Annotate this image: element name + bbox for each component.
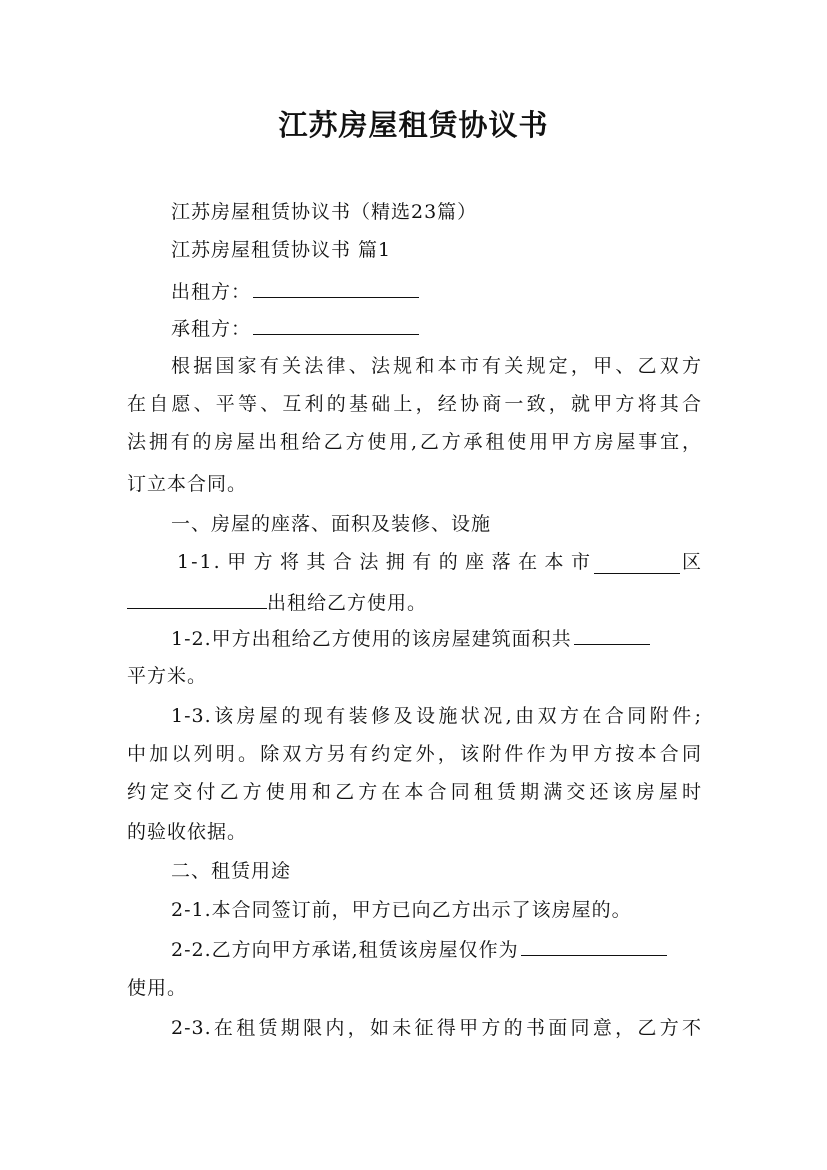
clause-2-3-line: 2-3.在租赁期限内，如未征得甲方的书面同意，乙方不 xyxy=(171,1017,702,1039)
clause-2-2-cont: 使用。 xyxy=(127,977,188,999)
clause-1-1-cont-text: 出租给乙方使用。 xyxy=(267,592,428,614)
address-blank xyxy=(127,590,267,609)
clause-1-1-cont xyxy=(127,590,427,615)
clause-1-1-line xyxy=(177,550,702,574)
clause-1-3-line: 中加以列明。除双方另有约定外，该附件作为甲方按本合同 xyxy=(127,743,702,765)
section1-heading: 一、房屋的座落、面积及装修、设施 xyxy=(171,513,492,535)
purpose-blank xyxy=(521,937,667,956)
lessor-blank xyxy=(253,279,419,298)
clause-1-2-line xyxy=(171,626,650,651)
section2-heading: 二、租赁用途 xyxy=(171,860,292,882)
lessor-label: 出租方： xyxy=(171,281,252,303)
lessor-line xyxy=(171,279,419,304)
document-title: 江苏房屋租赁协议书 xyxy=(278,108,549,142)
intro-line: 在自愿、平等、互利的基础上，经协商一致，就甲方将其合 xyxy=(127,393,702,415)
area-blank xyxy=(574,626,650,645)
intro-line: 法拥有的房屋出租给乙方使用,乙方承租使用甲方房屋事宜， xyxy=(127,431,702,453)
lessee-label: 承租方： xyxy=(171,318,252,340)
district-blank xyxy=(594,555,680,574)
clause-1-3-line: 约定交付乙方使用和乙方在本合同租赁期满交还该房屋时 xyxy=(127,781,702,803)
clause-1-2-text: 1-2.甲方出租给乙方使用的该房屋建筑面积共 xyxy=(171,628,572,650)
clause-1-1-text: 1-1.甲方将其合法拥有的座落在本市 xyxy=(177,551,592,573)
document-subtitle: 江苏房屋租赁协议书（精选23篇） xyxy=(171,201,478,223)
clause-1-2-cont: 平方米。 xyxy=(127,665,208,687)
clause-1-3-line: 的验收依据。 xyxy=(127,821,248,843)
clause-1-3-line: 1-3.该房屋的现有装修及设施状况,由双方在合同附件; xyxy=(171,705,702,727)
intro-line: 根据国家有关法律、法规和本市有关规定，甲、乙双方 xyxy=(171,355,702,377)
chapter-heading: 江苏房屋租赁协议书 篇1 xyxy=(171,239,392,261)
clause-2-2-line xyxy=(171,937,667,962)
lessee-line xyxy=(171,316,419,341)
lessee-blank xyxy=(253,316,419,335)
intro-line: 订立本合同。 xyxy=(127,473,248,495)
clause-2-2-text: 2-2.乙方向甲方承诺,租赁该房屋仅作为 xyxy=(171,939,519,961)
clause-2-1: 2-1.本合同签订前，甲方已向乙方出示了该房屋的。 xyxy=(171,899,632,921)
clause-1-1-end: 区 xyxy=(681,551,702,573)
